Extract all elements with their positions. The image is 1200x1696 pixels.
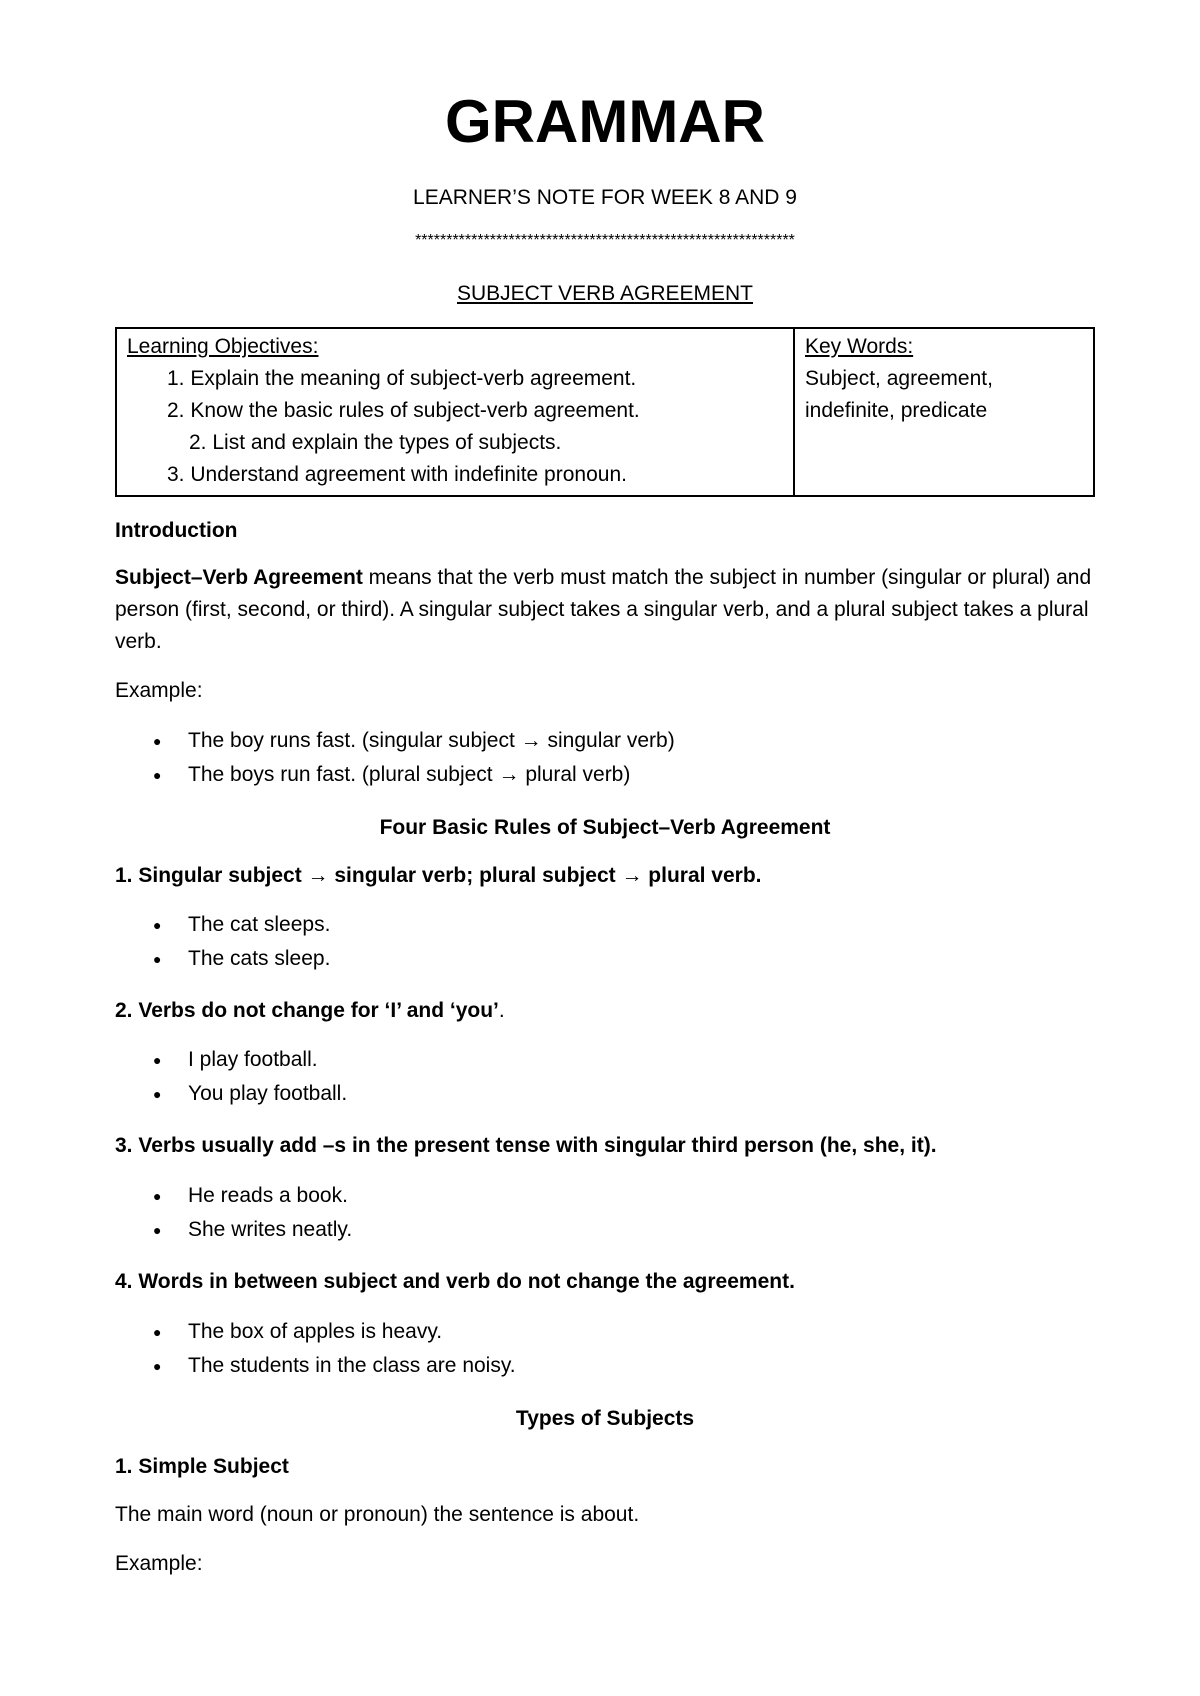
document-subtitle: LEARNER’S NOTE FOR WEEK 8 AND 9: [413, 186, 797, 209]
list-item: ● I play football.: [115, 1043, 1095, 1077]
list-item: ● The cat sleeps.: [115, 908, 1095, 942]
objective-item: 1. Explain the meaning of subject-verb agreement.: [167, 367, 637, 390]
objectives-heading: Learning Objectives:: [127, 335, 319, 358]
list-item: ● The boys run fast. (plural subject → plural verb): [115, 758, 1095, 792]
list-item: ● He reads a book.: [115, 1179, 1095, 1213]
keywords-heading: Key Words:: [805, 335, 914, 358]
rule-2-end: .: [498, 999, 505, 1022]
objectives-cell: [116, 328, 794, 496]
intro-paragraph: [115, 562, 1095, 658]
keywords-text: Subject, agreement,: [805, 367, 993, 390]
keywords-cell: [794, 328, 1094, 496]
rule-3-examples: [115, 1179, 1095, 1247]
intro-text: means that the verb must match the subject in number (singular or plural) and person (first, second, or third). A singular subject takes a singular verb, and a plural subject takes a plural verb.: [115, 566, 1092, 653]
intro-examples: [115, 724, 1095, 792]
keywords-text: indefinite, predicate: [805, 399, 988, 422]
rule-2-text: 2. Verbs do not change for ‘I’ and ‘you’: [115, 999, 499, 1022]
objective-item: 2. List and explain the types of subjects.: [189, 431, 562, 454]
rule-4-examples: [115, 1315, 1095, 1383]
simple-subject-heading: 1. Simple Subject: [115, 1455, 289, 1478]
list-item: ● The students in the class are noisy.: [115, 1349, 1095, 1383]
list-item: ● The box of apples is heavy.: [115, 1315, 1095, 1349]
rules-heading: Four Basic Rules of Subject–Verb Agreement: [379, 816, 831, 839]
list-item: ● The cats sleep.: [115, 942, 1095, 976]
objective-item: 3. Understand agreement with indefinite pronoun.: [167, 463, 627, 486]
intro-heading: Introduction: [115, 519, 238, 542]
list-item: ● The boy runs fast. (singular subject → singular verb): [115, 724, 1095, 758]
rule-1: 1. Singular subject → singular verb; plural subject → plural verb.: [115, 864, 762, 887]
objective-item: 2. Know the basic rules of subject-verb agreement.: [167, 399, 640, 422]
objectives-table: [115, 327, 1095, 497]
simple-subject-text: The main word (noun or pronoun) the sentence is about.: [115, 1503, 640, 1526]
rule-3: 3. Verbs usually add –s in the present tense with singular third person (he, she, it).: [115, 1134, 937, 1157]
types-heading: Types of Subjects: [515, 1407, 695, 1430]
intro-example-label: Example:: [115, 679, 203, 702]
intro-term: Subject–Verb Agreement: [115, 566, 363, 589]
document-title: GRAMMAR: [445, 88, 765, 155]
list-item: ● She writes neatly.: [115, 1213, 1095, 1247]
rule-2-examples: [115, 1043, 1095, 1111]
rule-2: [115, 995, 1095, 1027]
types-example-label: Example:: [115, 1552, 203, 1575]
star-divider: *************************************************************: [415, 232, 795, 249]
topic-heading: SUBJECT VERB AGREEMENT: [456, 282, 753, 305]
list-item: ● You play football.: [115, 1077, 1095, 1111]
rule-4: 4. Words in between subject and verb do not change the agreement.: [115, 1270, 795, 1293]
rule-1-examples: [115, 908, 1095, 976]
